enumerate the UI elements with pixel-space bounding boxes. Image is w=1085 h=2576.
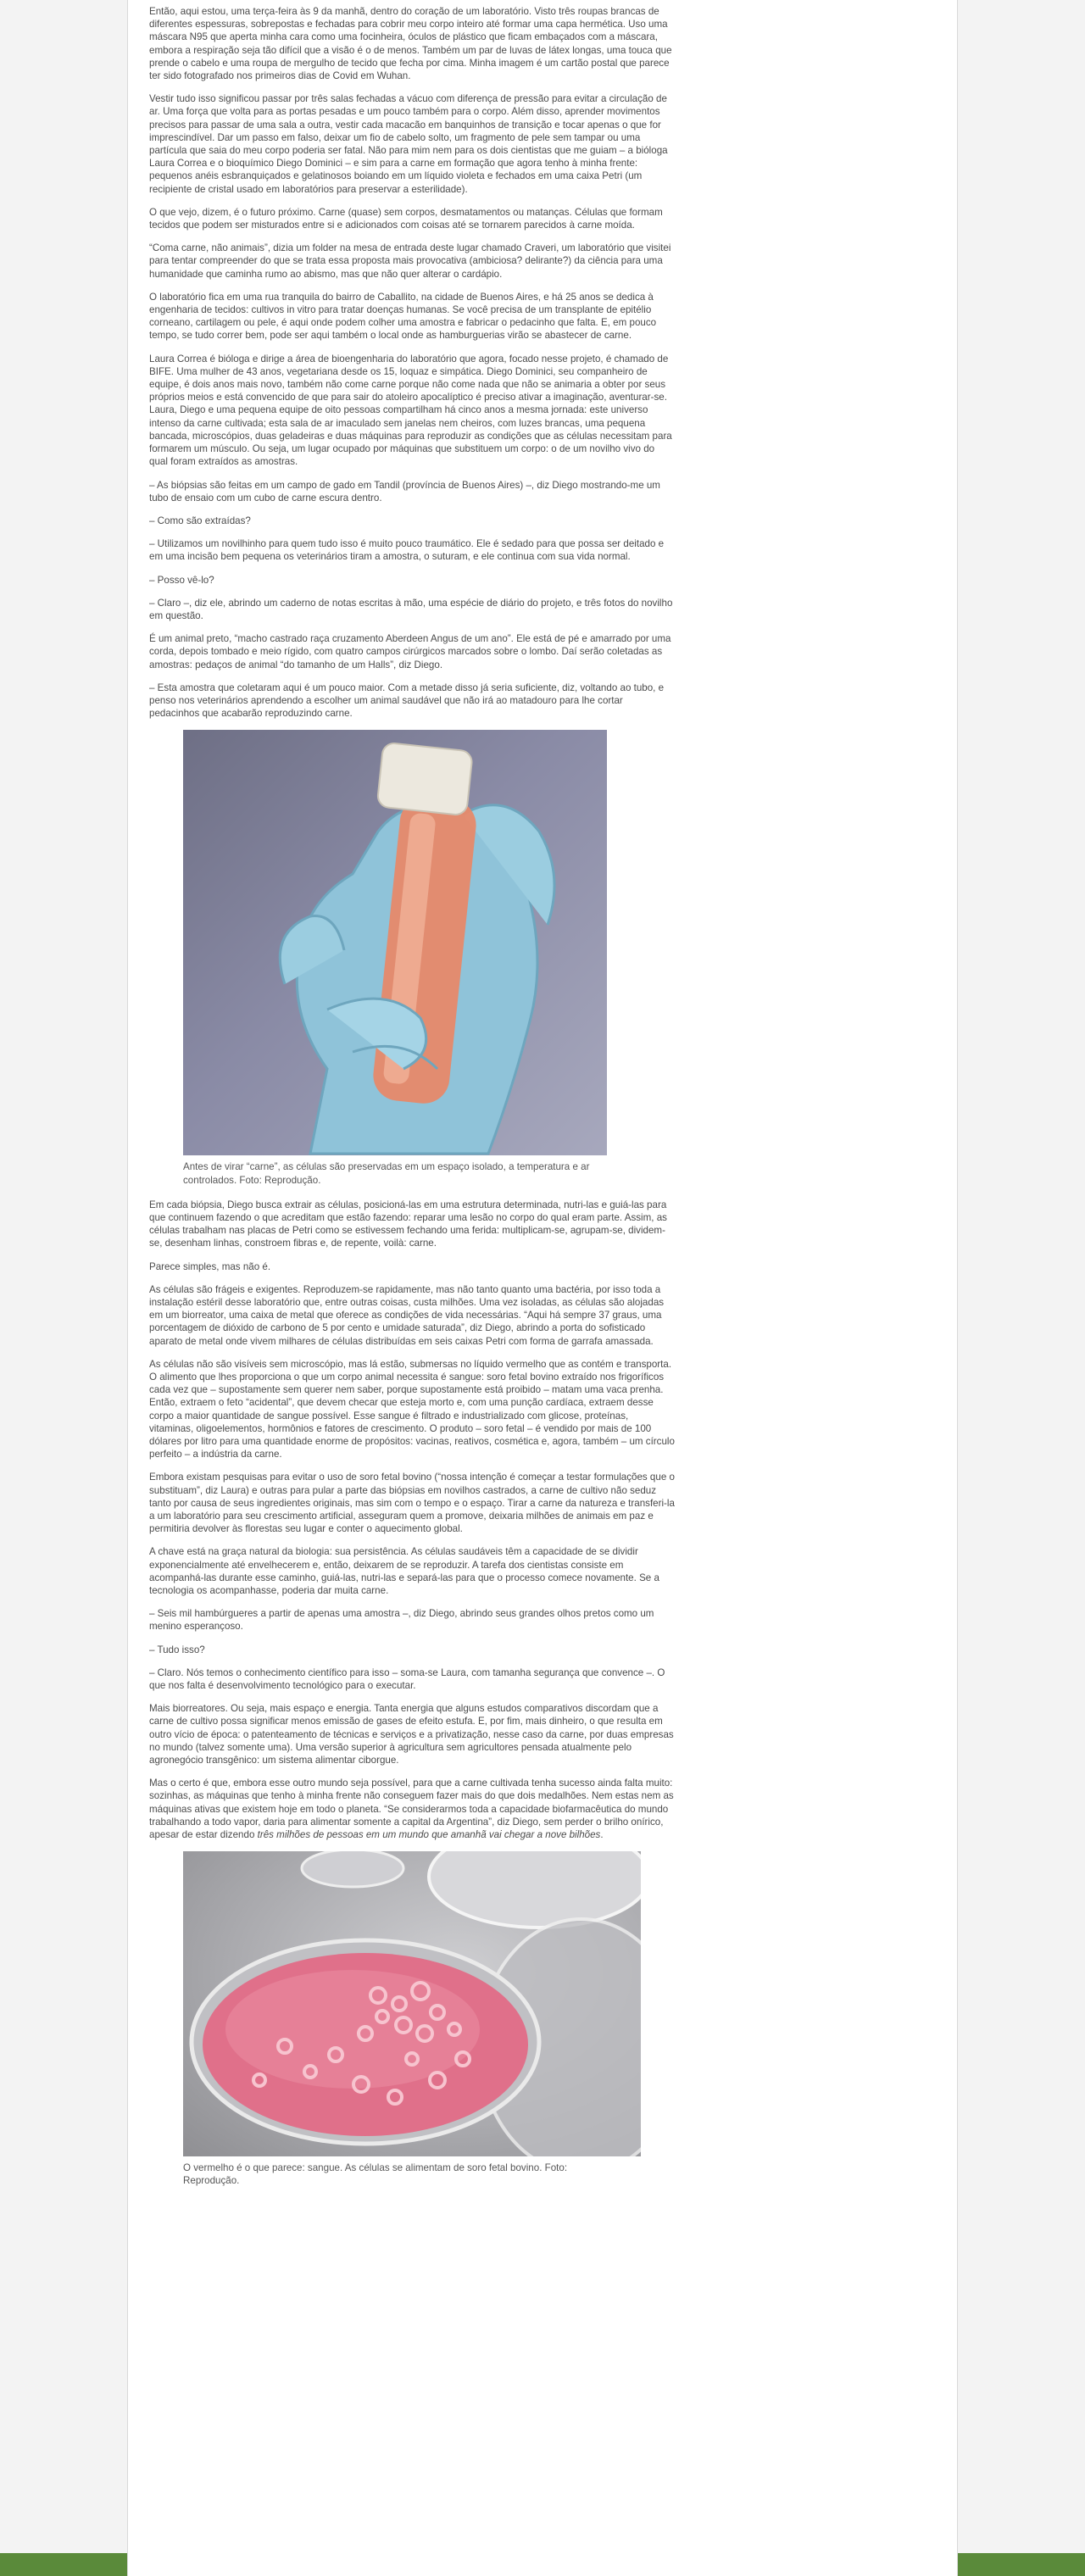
petri-dish-photo bbox=[183, 1851, 641, 2156]
dialogue-line: – Utilizamos um novilhinho para quem tudo isso é muito pouco traumático. Ele é sedado para que possa ser deitado e em uma incisão bem pequena os veterinários tiram a amostra, o suturam, e ele continua com sua vida normal. bbox=[149, 538, 665, 563]
paragraph: É um animal preto, “macho castrado raça cruzamento Aberdeen Angus de um ano”. Ele está de pé e amarrado por uma corda, depois tombado e meio rígido, com quatro campos cirúrgicos marcados sobre o lombo. Daí serão coletadas as amostras: pedaços de animal “do tamanho de um Halls”, diz Diego. bbox=[149, 633, 671, 670]
paragraph: Mais biorreatores. Ou seja, mais espaço e energia. Tanta energia que alguns estudos comparativos discordam que a carne de cultivo possa significar menos emissão de gases de efeito estufa. E, por fim, mais dinheiro, o que resulta em outro vício de época: o patenteamento de técnicas e serviços e a privatização, nesse caso da carne, por duas empresas no mundo (talvez somente uma). Uma versão superior à agricultura sem agricultores pensada atualmente pelo agronegócio transgênico: um sistema alimentar ciborgue. bbox=[149, 1703, 674, 1766]
paragraph: O que vejo, dizem, é o futuro próximo. Carne (quase) sem corpos, desmatamentos ou matanças. Células que formam tecidos que podem ser misturados entre si e adicionados com coisas até se tornarem parecidos à carne moída. bbox=[149, 206, 663, 231]
figure-petri-dish bbox=[149, 1851, 675, 2187]
article-body bbox=[149, 5, 675, 2200]
paragraph: Vestir tudo isso significou passar por três salas fechadas a vácuo com diferença de pressão para evitar a circulação de ar. Uma força que volta para as portas pesadas e um pouco também para o corpo. Além disso, aprender movimentos precisos para passar de uma sala a outra, vestir cada macacão em banquinhos de transição e tocar apenas o que for imprescindível. Dar um passo em falso, deixar um fio de cabelo solto, um fragmento de pele sem tampar ou uma partícula que saia do meu corpo poderia ser fatal. Não para mim nem para os dois cientistas que me guiam – a bióloga Laura Correa e o bioquímico Diego Dominici – e sim para a carne em formação que agora tenho à minha frente: pequenos anéis esbranquiçados e gelatinosos boiando em um líquido violeta e fechados em uma caixa Petri (um recipiente de cristal usado em laboratórios para preservar a esterilidade). bbox=[149, 93, 668, 195]
dialogue-line: – Seis mil hambúrgueres a partir de apenas uma amostra –, diz Diego, abrindo seus grandes olhos pretos como um menino esperançoso. bbox=[149, 1608, 654, 1633]
paragraph: Parece simples, mas não é. bbox=[149, 1260, 271, 1272]
dialogue-line: – Posso vê-lo? bbox=[149, 574, 214, 586]
content-column bbox=[127, 0, 958, 2576]
paragraph: A chave está na graça natural da biologia: sua persistência. As células saudáveis têm a capacidade de se dividir exponencialmente até envelhecerem e, então, deixarem de se reproduzir. A tarefa dos cientistas consiste em acompanhá-las durante esse caminho, guiá-las, nutri-las e separá-las para que o processo comece novamente. Se a tecnologia os acompanhasse, poderia dar muita carne. bbox=[149, 1546, 659, 1597]
figure-caption: O vermelho é o que parece: sangue. As células se alimentam de soro fetal bovino. Foto: Reprodução. bbox=[183, 2162, 568, 2187]
dialogue-line: – Claro. Nós temos o conhecimento científico para isso – soma-se Laura, com tamanha segurança que convence –. O que nos falta é desenvolvimento tecnológico para o executar. bbox=[149, 1666, 665, 1692]
figure-test-tube bbox=[149, 730, 675, 1186]
paragraph-text: Mas o certo é que, embora esse outro mundo seja possível, para que a carne cultivada tenha sucesso ainda falta muito: sozinhas, as máquinas que tenho à minha frente não conseguem fazer mais do que dois medalhões. Nem estas nem as máquinas ativas que existem hoje em todo o planeta. “Se considerarmos toda a capacidade biofarmacêutica do mundo trabalhando a todo vapor, daria para alimentar somente a capital da Argentina”, diz Diego, sem perder o brilho onírico, apesar de estar dizendo bbox=[149, 1778, 674, 1841]
paragraph bbox=[149, 1777, 675, 1841]
paragraph: As células não são visíveis sem microscópio, mas lá estão, submersas no líquido vermelho que as contém e transporta. O alimento que lhes proporciona o que um corpo animal necessita é sangue: soro fetal bovino extraído nos frigoríficos cada vez que – supostamente sem querer nem saber, porque supostamente está proibido – matam uma vaca prenha. Então, extraem o feto “acidental”, que devem checar que esteja morto e, com uma punção cardíaca, extraem desse corpo a maior quantidade de sangue possível. Esse sangue é filtrado e industrializado com glicose, proteínas, vitaminas, oligoelementos, hormônios e fatores de crescimento. O produto – soro fetal – é vendido por mais de 100 dólares por litro para uma quantidade enorme de propósitos: vacinas, reativos, cosmética e, agora, também – um círculo perfeito – a indústria da carne. bbox=[149, 1358, 675, 1460]
footer-bar-left bbox=[0, 2553, 127, 2576]
footer-bar-right bbox=[958, 2553, 1085, 2576]
dialogue-line: – Como são extraídas? bbox=[149, 515, 251, 526]
dialogue-line: – Claro –, diz ele, abrindo um caderno de notas escritas à mão, uma espécie de diário do projeto, e três fotos do novilho em questão. bbox=[149, 597, 673, 621]
paragraph: Embora existam pesquisas para evitar o uso de soro fetal bovino (“nossa intenção é começar a testar formulações que o substituam”, diz Laura) e outras para pular a parte das biópsias em novilhos castrados, a carne de cultivo não seduz tanto por causa de seus ingredientes originais, mas sim com o tempo e o espaço. Tirar a carne da natureza e transferi-la a um laboratório para seu crescimento artificial, asseguram quem a promove, deixaria milhões de animais em paz e permitiria devolver às florestas seu lugar e conter o aquecimento global. bbox=[149, 1472, 675, 1535]
paragraph: As células são frágeis e exigentes. Reproduzem-se rapidamente, mas não tanto quanto uma bactéria, por isso toda a instalação estéril desse laboratório que, entre outras coisas, custa milhões. Uma vez isoladas, as células são alojadas em um biorreator, uma caixa de metal que oferece as condições de vida necessárias. “Aqui há sempre 37 graus, uma porcentagem de dióxido de carbono de 5 por cento e umidade saturada”, diz Diego, abrindo a porta do sofisticado aparato de metal onde vivem milhares de células distribuídas em seis caixas Petri com forma de garrafa amassada. bbox=[149, 1283, 665, 1347]
petri-dish-image bbox=[183, 1851, 641, 2156]
paragraph: Laura Correa é bióloga e dirige a área de bioengenharia do laboratório que agora, focado nesse projeto, é chamado de BIFE. Uma mulher de 43 anos, vegetariana desde os 15, loquaz e simpática. Diego Dominici, seu companheiro de equipe, é dois anos mais novo, também não come carne porque não come nada que não se animaria a obter por seus próprios meios e está convencido de que para sair do atoleiro apocalíptico é preciso ativar a imaginação, aventurar-se. Laura, Diego e uma pequena equipe de oito pessoas compartilham há cinco anos a mesma jornada: este universo intenso da carne cultivada; esta sala de ar imaculado sem janelas nem cheiros, com luzes brancas, uma pequena bancada, microscópios, duas geladeiras e duas máquinas para reproduzir as condições que as células necessitam para formarem um músculo. Ou seja, um lugar ocupado por máquinas que substituem um corpo: o de um novilho vivo do qual foram extraídos as amostras. bbox=[149, 353, 672, 468]
paragraph: O laboratório fica em uma rua tranquila do bairro de Caballito, na cidade de Buenos Aires, e há 25 anos se dedica à engenharia de tecidos: cultivos in vitro para tratar doenças humanas. Se você precisa de um transplante de epitélio corneano, cartilagem ou pele, é aqui onde podem colher uma amostra e fabricar o pedacinho que falta. E, em pouco tempo, se tudo correr bem, pode ser aqui também o local onde as hamburguerias virão se abastecer de carne. bbox=[149, 291, 657, 342]
test-tube-photo bbox=[183, 730, 607, 1155]
paragraph: “Coma carne, não animais”, dizia um folder na mesa de entrada deste lugar chamado Craveri, um laboratório que visitei para tentar compreender do que se trata essa proposta mais provocativa (ambiciosa? delirante?) da ciência para uma humanidade que caminha rumo ao abismo, mas que não quer alterar o cardápio. bbox=[149, 242, 671, 280]
figure-caption: Antes de virar “carne”, as células são preservadas em um espaço isolado, a temperatura e ar controlados. Foto: Reprodução. bbox=[183, 1161, 590, 1186]
gloved-hand-holding-tube-image bbox=[183, 730, 607, 1155]
emphasis-text: três milhões de pessoas em um mundo que amanhã vai chegar a nove bilhões bbox=[257, 1829, 601, 1841]
dialogue-line: – As biópsias são feitas em um campo de gado em Tandil (província de Buenos Aires) –, diz Diego mostrando-me um tubo de ensaio com um cubo de carne escura dentro. bbox=[149, 479, 660, 504]
dialogue-line: – Esta amostra que coletaram aqui é um pouco maior. Com a metade disso já seria suficiente, diz, voltando ao tubo, e penso nos veterinários aprendendo a escolher um animal saudável que não irá ao matadouro para lhe cortar pedacinhos que acabarão reproduzindo carne. bbox=[149, 682, 665, 720]
dialogue-line: – Tudo isso? bbox=[149, 1644, 205, 1655]
paragraph-end: . bbox=[600, 1829, 604, 1841]
paragraph: Então, aqui estou, uma terça-feira às 9 da manhã, dentro do coração de um laboratório. Visto três roupas brancas de diferentes espessuras, sobrepostas e fechadas para cobrir meu corpo inteiro até formar uma capa hermética. Uso uma máscara N95 que aperta minha cara como uma focinheira, óculos de plástico que ficam embaçados com a máscara, embora a respiração seja tão difícil que a visão é o de menos. Também um par de luvas de látex longas, uma touca que prende o cabelo e uma roupa de mergulho de tecido que fecha por cima. Minha imagem é um cartão postal que parece ter sido fotografado nos primeiros dias de Covid em Wuhan. bbox=[149, 6, 672, 82]
paragraph: Em cada biópsia, Diego busca extrair as células, posicioná-las em uma estrutura determinada, nutri-las e guiá-las para que continuem fazendo o que acreditam que estão fazendo: reparar uma lesão no corpo do qual eram parte. Assim, as células trabalham nas placas de Petri como se estivessem fechando uma ferida: multiplicam-se, agrupam-se, dividem-se, desenham linhas, constroem fibras e, de repente, voilà: carne. bbox=[149, 1199, 667, 1249]
